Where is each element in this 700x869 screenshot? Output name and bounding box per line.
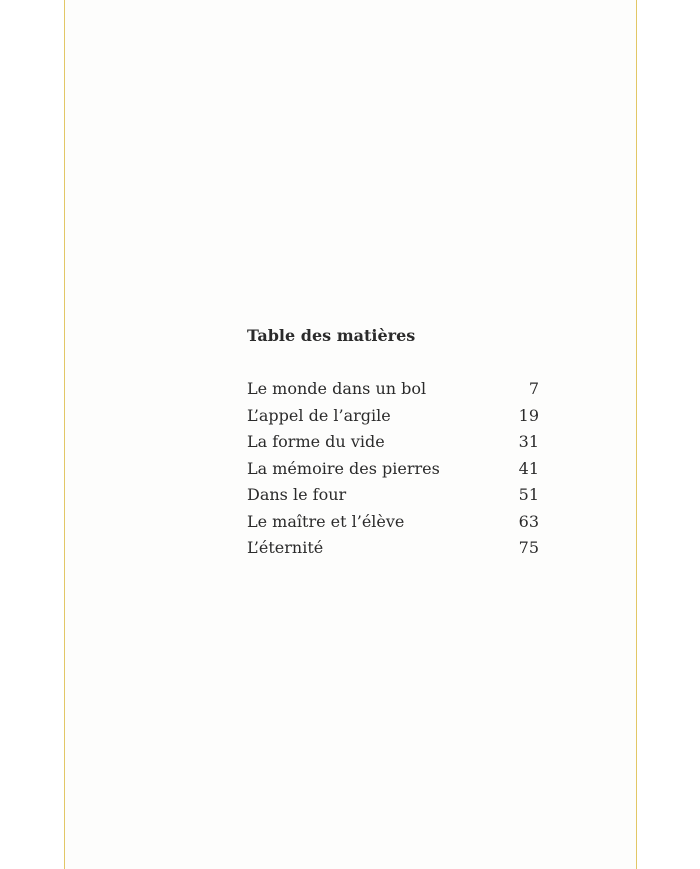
- toc-page-number: 75: [518, 538, 539, 557]
- toc-page-number: 51: [518, 485, 539, 504]
- toc-entry: [247, 482, 539, 509]
- toc-chapter-title: Le monde dans un bol: [247, 379, 427, 398]
- toc-entry: [247, 376, 539, 403]
- toc-entry: [247, 403, 539, 430]
- toc-page-number: 31: [518, 432, 539, 451]
- toc-chapter-title: La forme du vide: [247, 432, 385, 451]
- toc-entry: [247, 429, 539, 456]
- toc-chapter-title: Dans le four: [247, 485, 347, 504]
- toc-page-number: 63: [518, 511, 539, 531]
- toc-entry: [247, 509, 539, 536]
- toc-chapter-title: La mémoire des pierres: [247, 458, 440, 478]
- toc-chapter-title: L’appel de l’argile: [247, 405, 391, 425]
- table-of-contents: [247, 324, 539, 557]
- toc-entry: [247, 456, 539, 483]
- page-edge-right: [636, 0, 637, 869]
- toc-title: Table des matières: [247, 326, 416, 345]
- toc-page-number: 19: [518, 405, 539, 425]
- toc-chapter-title: L’éternité: [247, 538, 324, 557]
- toc-page-number: 7: [528, 379, 539, 398]
- toc-chapter-title: Le maître et l’élève: [247, 511, 405, 531]
- toc-page-number: 41: [518, 458, 539, 478]
- toc-entry: [247, 535, 539, 562]
- toc-list: [247, 376, 539, 562]
